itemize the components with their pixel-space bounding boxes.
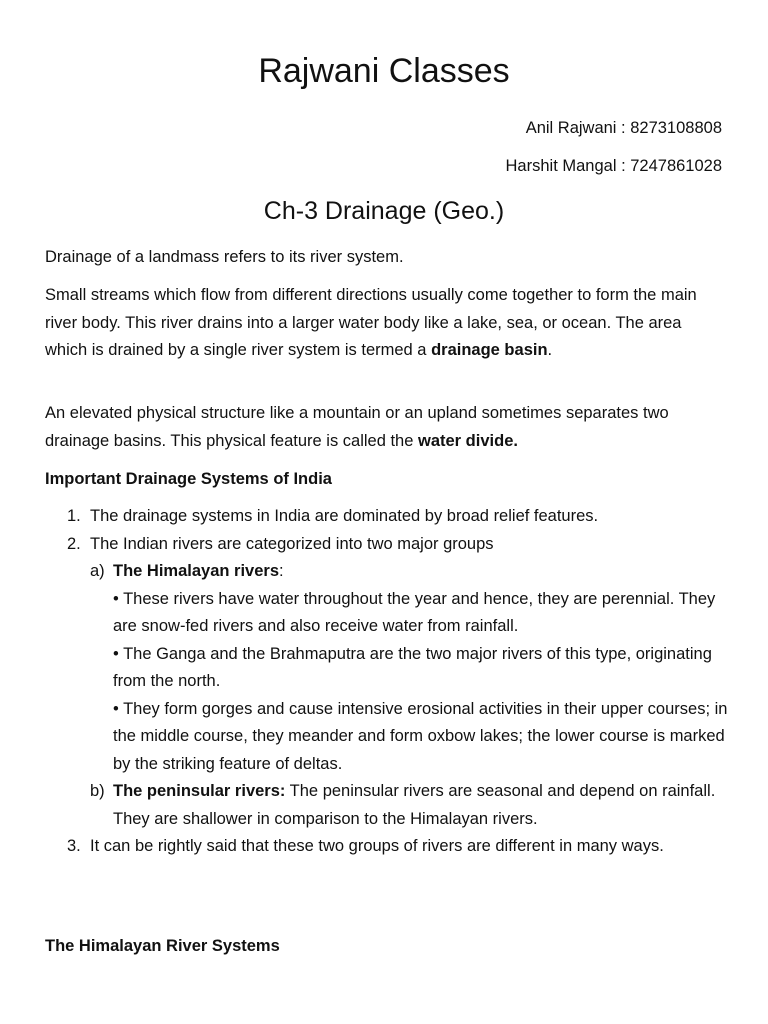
list-text: The Indian rivers are categorized into two major groups: [90, 534, 494, 553]
section-heading-important: Important Drainage Systems of India: [45, 470, 332, 488]
p2-text: Small streams which flow from different directions usually come together to form the main river body. This river drains into a larger water body like a lake, sea, or ocean. The area which is drained by a single river system is termed a: [45, 286, 697, 359]
sub-letter: b): [90, 782, 105, 800]
sub-letter: a): [90, 562, 105, 580]
p3-text: An elevated physical structure like a mountain or an upland sometimes separates two drainage basins. This physical feature is called the: [45, 404, 669, 450]
list-number: 3.: [67, 837, 81, 855]
p3-bold-term: water divide.: [418, 431, 518, 450]
p2-bold-term: drainage basin: [431, 341, 548, 359]
intro-paragraph-3: [45, 400, 728, 455]
list-text: The drainage systems in India are dominated by broad relief features.: [90, 507, 599, 525]
chapter-title: Ch-3 Drainage (Geo.): [263, 197, 505, 225]
sub-item-peninsular: [45, 778, 728, 833]
list-item: [45, 531, 728, 559]
bullet-item: • The Ganga and the Brahmaputra are the two major rivers of this type, originating from the north.: [113, 644, 712, 690]
bullet-item: • These rivers have water throughout the year and hence, they are perennial. They are snow-fed rivers and also receive water from rainfall.: [113, 589, 716, 635]
list-item: [45, 833, 728, 861]
list-item: [45, 503, 728, 531]
sub-bold: The peninsular rivers:: [113, 782, 286, 800]
list-number: 2.: [67, 534, 81, 553]
section-heading-himalayan: The Himalayan River Systems: [45, 937, 280, 955]
list-number: 1.: [67, 507, 81, 525]
page-title: Rajwani Classes: [258, 52, 510, 90]
p2-end: .: [547, 341, 553, 359]
intro-paragraph-2: [45, 282, 728, 365]
sub-item-himalayan: [45, 558, 728, 586]
contact-harshit: Harshit Mangal : 7247861028: [505, 157, 722, 175]
sub-text: The peninsular rivers are seasonal and depend on rainfall. They are shallower in comparison to the Himalayan rivers.: [113, 782, 716, 828]
intro-paragraph-1: Drainage of a landmass refers to its river system.: [45, 248, 404, 266]
sub-bold: The Himalayan rivers: [113, 562, 279, 580]
numbered-list: [45, 503, 728, 861]
list-text: It can be rightly said that these two groups of rivers are different in many ways.: [90, 837, 664, 855]
bullet-item: • They form gorges and cause intensive erosional activities in their upper courses; in the middle course, they meander and form oxbow lakes; the lower course is marked by the striking feature of deltas.: [113, 699, 728, 773]
sub-colon: :: [279, 562, 284, 580]
contact-anil: Anil Rajwani : 8273108808: [525, 119, 722, 137]
